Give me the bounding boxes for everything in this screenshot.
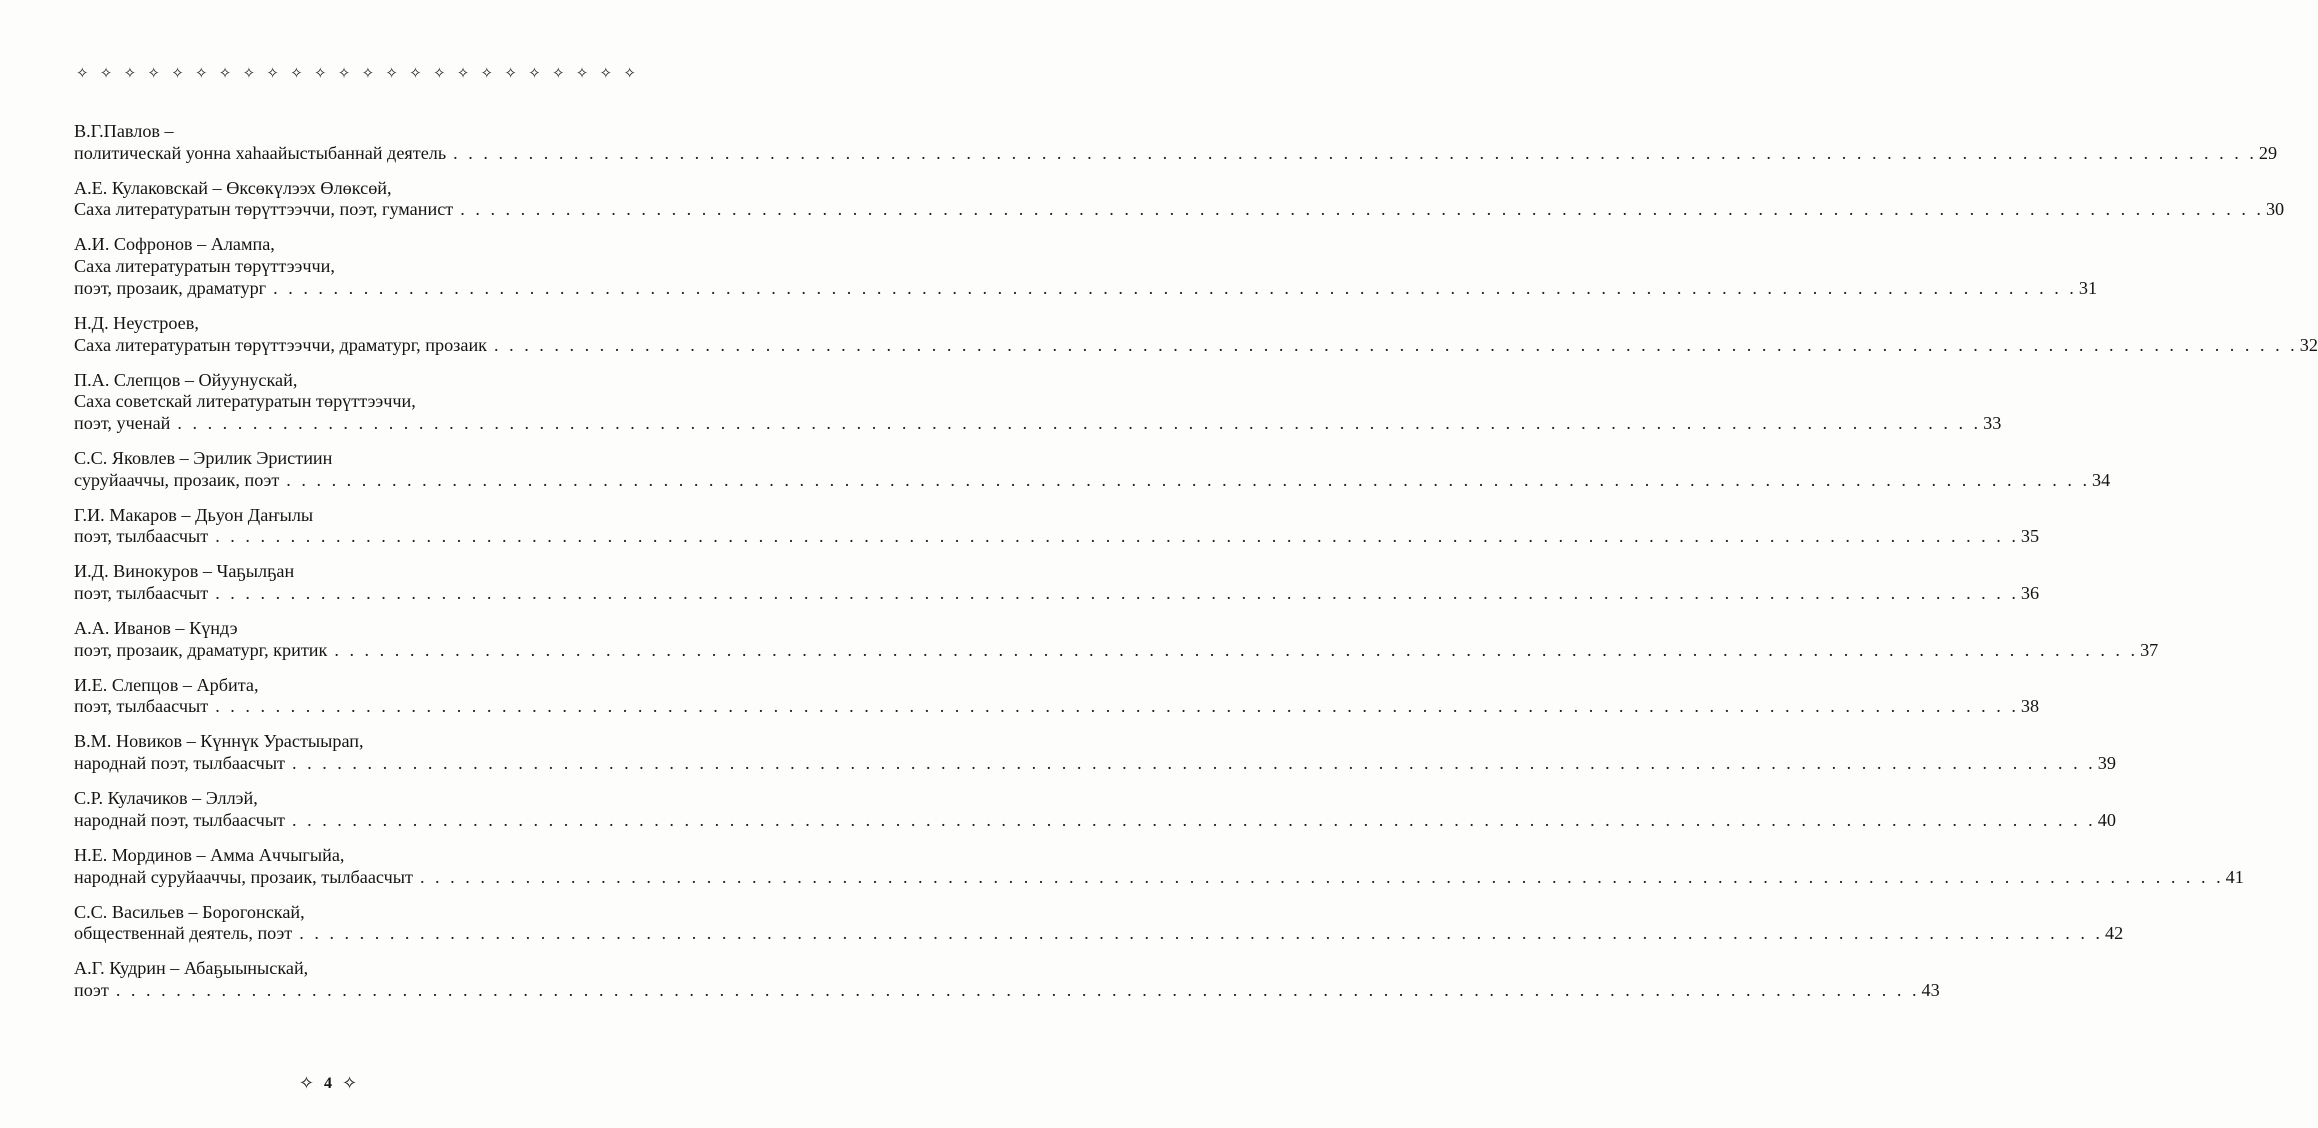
toc-entry[interactable] xyxy=(74,369,2002,435)
dot-leader: . . . . . . . . . . . . . . . . . . . . . . . . . . . . . . . . . . . . . . . . . . . . . . . . . . . . . . . . . . . . . . . . . . . . . . . . . . . . . . . . . . . . . . . . . . . . . . . . . . . . . . . . . . . . . . . . . . . . . . . . xyxy=(215,526,2019,547)
dot-leader: . . . . . . . . . . . . . . . . . . . . . . . . . . . . . . . . . . . . . . . . . . . . . . . . . . . . . . . . . . . . . . . . . . . . . . . . . . . . . . . . . . . . . . . . . . . . . . . . . . . . . . . . . . . . . . . . . . . . . . . . xyxy=(177,412,1982,433)
table-of-contents xyxy=(74,121,2318,1015)
toc-entry-name: И.Е. Слепцов – Арбита, xyxy=(74,674,259,695)
toc-entry-description xyxy=(74,866,2244,889)
ornament-diamond-icon: ✧ xyxy=(551,66,565,82)
ornament-diamond-icon: ✧ xyxy=(599,66,613,82)
ornament-diamond-icon: ✧ xyxy=(528,66,541,82)
toc-page-number[interactable]: 40 xyxy=(2097,809,2116,830)
toc-page-number[interactable]: 29 xyxy=(2258,142,2278,163)
toc-entry[interactable] xyxy=(74,731,2116,774)
toc-entry-description xyxy=(74,199,2285,221)
toc-entry-name: С.Р. Кулачиков – Эллэй, xyxy=(74,788,258,809)
ornament-diamond-icon: ✧ xyxy=(218,66,232,82)
page-number: 4 xyxy=(324,1074,332,1092)
toc-entry[interactable] xyxy=(74,901,2124,945)
toc-entry-description-text: поэт xyxy=(74,979,109,1000)
toc-entry-name: С.С. Яковлев – Эрилик Эристиин xyxy=(74,447,333,468)
ornament-border xyxy=(76,62,636,86)
ornament-diamond-icon: ✧ xyxy=(409,66,422,82)
dot-leader: . . . . . . . . . . . . . . . . . . . . . . . . . . . . . . . . . . . . . . . . . . . . . . . . . . . . . . . . . . . . . . . . . . . . . . . . . . . . . . . . . . . . . . . . . . . . . . . . . . . . . . . . . . . . . . . . . . . . . . . . xyxy=(215,583,2019,604)
toc-entry-name: П.А. Слепцов – Ойуунускай, xyxy=(74,369,298,390)
dot-leader: . . . . . . . . . . . . . . . . . . . . . . . . . . . . . . . . . . . . . . . . . . . . . . . . . . . . . . . . . . . . . . . . . . . . . . . . . . . . . . . . . . . . . . . . . . . . . . . . . . . . . . . . . . . . . . . . . . . . . . . . xyxy=(460,199,2264,220)
toc-entry[interactable] xyxy=(74,312,2318,356)
dot-leader: . . . . . . . . . . . . . . . . . . . . . . . . . . . . . . . . . . . . . . . . . . . . . . . . . . . . . . . . . . . . . . . . . . . . . . . . . . . . . . . . . . . . . . . . . . . . . . . . . . . . . . . . . . . . . . . . . . . . . . . . xyxy=(494,334,2298,355)
toc-entry[interactable] xyxy=(74,788,2116,831)
toc-page-number[interactable]: 33 xyxy=(1983,412,2002,433)
ornament-diamond-icon: ✧ xyxy=(147,66,160,82)
toc-entry-description-text: поэт, тылбаасчыт xyxy=(74,526,209,547)
toc-entry-description-text: поэт, тылбаасчыт xyxy=(74,583,209,604)
toc-entry-description xyxy=(74,334,2318,357)
toc-page-number[interactable]: 36 xyxy=(2020,583,2040,604)
ornament-diamond-icon: ✧ xyxy=(480,66,494,82)
toc-entry[interactable] xyxy=(74,234,2098,299)
page-footer xyxy=(0,1073,656,1094)
toc-entry-description-text: общественнай деятель, поэт xyxy=(74,923,293,944)
toc-entry-description-text: Саха литературатын төрүттээччи, драматург, прозаик xyxy=(74,334,488,355)
toc-entry-description-text: поэт, тылбаасчыт xyxy=(74,696,209,717)
ornament-diamond-icon: ✧ xyxy=(337,66,351,82)
toc-entry-name: А.А. Иванов – Күндэ xyxy=(74,618,238,639)
toc-entry-name: Н.Д. Неустроев, xyxy=(74,312,199,333)
ornament-diamond-icon: ✧ xyxy=(99,66,113,82)
dot-leader: . . . . . . . . . . . . . . . . . . . . . . . . . . . . . . . . . . . . . . . . . . . . . . . . . . . . . . . . . . . . . . . . . . . . . . . . . . . . . . . . . . . . . . . . . . . . . . . . . . . . . . . . . . . . . . . . . . . . . . . . xyxy=(286,469,2090,490)
toc-entry-description-text: суруйааччы, прозаик, поэт xyxy=(74,469,280,490)
toc-entry-name: И.Д. Винокуров – Чаҕылҕан xyxy=(74,561,295,582)
toc-entry-description xyxy=(74,753,2116,775)
ornament-diamond-icon: ✧ xyxy=(123,66,137,82)
toc-entry[interactable] xyxy=(74,121,2278,164)
toc-entry-description-text: народнай поэт, тылбаасчыт xyxy=(74,753,286,774)
toc-entry-name: В.Г.Павлов – xyxy=(74,121,174,141)
ornament-diamond-icon: ✧ xyxy=(266,66,279,82)
toc-entry-description xyxy=(74,583,2040,605)
toc-entry[interactable] xyxy=(74,618,2159,661)
toc-entry-description-text: народнай суруйааччы, прозаик, тылбаасчыт xyxy=(74,866,413,887)
toc-entry[interactable] xyxy=(74,504,2040,548)
toc-entry[interactable] xyxy=(74,674,2040,718)
toc-entry-description xyxy=(74,923,2124,945)
toc-entry-description xyxy=(74,277,2098,300)
toc-page-number[interactable]: 41 xyxy=(2225,866,2244,887)
toc-entry-description xyxy=(74,412,2002,435)
ornament-diamond-icon: ✧ xyxy=(76,66,89,82)
toc-entry[interactable] xyxy=(74,958,1940,1001)
toc-page-number[interactable]: 34 xyxy=(2091,469,2111,490)
toc-entry-name: Г.И. Макаров – Дьуон Даҥылы xyxy=(74,504,314,525)
ornament-diamond-icon: ✧ xyxy=(342,1073,358,1093)
dot-leader: . . . . . . . . . . . . . . . . . . . . . . . . . . . . . . . . . . . . . . . . . . . . . . . . . . . . . . . . . . . . . . . . . . . . . . . . . . . . . . . . . . . . . . . . . . . . . . . . . . . . . . . . . . . . . . . . . . . . . . . . xyxy=(292,753,2096,774)
ornament-diamond-icon: ✧ xyxy=(504,66,517,82)
ornament-diamond-icon: ✧ xyxy=(290,66,303,82)
toc-entry-subtitle: Саха советскай литературатын төрүттээччи, xyxy=(74,391,416,412)
toc-entry-description xyxy=(74,809,2116,832)
ornament-diamond-icon: ✧ xyxy=(456,66,470,82)
ornament-diamond-icon: ✧ xyxy=(361,66,375,82)
dot-leader: . . . . . . . . . . . . . . . . . . . . . . . . . . . . . . . . . . . . . . . . . . . . . . . . . . . . . . . . . . . . . . . . . . . . . . . . . . . . . . . . . . . . . . . . . . . . . . . . . . . . . . . . . . . . . . . . . . . . . . . . xyxy=(453,142,2257,163)
ornament-diamond-icon: ✧ xyxy=(298,1073,314,1093)
toc-page-number[interactable]: 32 xyxy=(2299,334,2318,355)
ornament-diamond-icon: ✧ xyxy=(623,66,636,82)
toc-entry-description xyxy=(74,696,2040,718)
ornament-diamond-icon: ✧ xyxy=(313,66,327,82)
toc-entry[interactable] xyxy=(74,844,2244,888)
toc-page-number[interactable]: 39 xyxy=(2097,753,2116,774)
toc-page-number[interactable]: 35 xyxy=(2020,526,2040,547)
dot-leader: . . . . . . . . . . . . . . . . . . . . . . . . . . . . . . . . . . . . . . . . . . . . . . . . . . . . . . . . . . . . . . . . . . . . . . . . . . . . . . . . . . . . . . . . . . . . . . . . . . . . . . . . . . . . . . . . . . . . . . . . xyxy=(215,696,2019,717)
toc-entry-description-text: политическай уонна хаһаайыстыбаннай деятель xyxy=(74,142,447,163)
dot-leader: . . . . . . . . . . . . . . . . . . . . . . . . . . . . . . . . . . . . . . . . . . . . . . . . . . . . . . . . . . . . . . . . . . . . . . . . . . . . . . . . . . . . . . . . . . . . . . . . . . . . . . . . . . . . . . . . . . . . . . . . xyxy=(419,866,2224,887)
toc-entry-description-text: поэт, прозаик, драматург xyxy=(74,277,267,298)
ornament-diamond-icon: ✧ xyxy=(171,66,184,82)
ornament-diamond-icon: ✧ xyxy=(385,66,398,82)
toc-page-number[interactable]: 42 xyxy=(2104,923,2124,944)
toc-entry-name: А.Е. Кулаковскай – Өксөкүлээх Өлөксөй, xyxy=(74,177,392,198)
toc-page-number[interactable]: 37 xyxy=(2140,639,2159,660)
dot-leader: . . . . . . . . . . . . . . . . . . . . . . . . . . . . . . . . . . . . . . . . . . . . . . . . . . . . . . . . . . . . . . . . . . . . . . . . . . . . . . . . . . . . . . . . . . . . . . . . . . . . . . . . . . . . . . . . . . . . . . . . xyxy=(299,923,2103,944)
toc-entry[interactable] xyxy=(74,177,2285,221)
toc-entry-name: А.Г. Кудрин – Абаҕыыныскай, xyxy=(74,958,309,979)
toc-entry-name: А.И. Софронов – Алампа, xyxy=(74,234,275,255)
toc-entry-name: Н.Е. Мординов – Амма Аччыгыйа, xyxy=(74,844,345,865)
toc-entry-description xyxy=(74,142,2278,165)
toc-entry-description-text: поэт, прозаик, драматург, критик xyxy=(74,639,328,660)
dot-leader: . . . . . . . . . . . . . . . . . . . . . . . . . . . . . . . . . . . . . . . . . . . . . . . . . . . . . . . . . . . . . . . . . . . . . . . . . . . . . . . . . . . . . . . . . . . . . . . . . . . . . . . . . . . . . . . . . . . . . . . . xyxy=(292,809,2096,830)
toc-entry-subtitle: Саха литературатын төрүттээччи, xyxy=(74,256,335,277)
ornament-diamond-icon: ✧ xyxy=(194,66,208,82)
toc-entry-description xyxy=(74,469,2111,492)
toc-entry-description xyxy=(74,526,2040,548)
toc-page-number[interactable]: 43 xyxy=(1921,979,1940,1000)
dot-leader: . . . . . . . . . . . . . . . . . . . . . . . . . . . . . . . . . . . . . . . . . . . . . . . . . . . . . . . . . . . . . . . . . . . . . . . . . . . . . . . . . . . . . . . . . . . . . . . . . . . . . . . . . . . . . . . . . . . . . . . . xyxy=(115,979,1920,1000)
ornament-diamond-icon: ✧ xyxy=(242,66,256,82)
toc-entry-description-text: народнай поэт, тылбаасчыт xyxy=(74,809,286,830)
toc-entry-description-text: Саха литературатын төрүттээччи, поэт, гуманист xyxy=(74,199,454,220)
toc-entry-description-text: поэт, ученай xyxy=(74,412,171,433)
toc-entry-name: С.С. Васильев – Борогонскай, xyxy=(74,901,305,922)
toc-entry-description xyxy=(74,979,1940,1002)
toc-page-number[interactable]: 38 xyxy=(2020,696,2040,717)
toc-entry[interactable] xyxy=(74,447,2111,491)
toc-entry-name: В.М. Новиков – Күннүк Урастыырап, xyxy=(74,731,364,752)
dot-leader: . . . . . . . . . . . . . . . . . . . . . . . . . . . . . . . . . . . . . . . . . . . . . . . . . . . . . . . . . . . . . . . . . . . . . . . . . . . . . . . . . . . . . . . . . . . . . . . . . . . . . . . . . . . . . . . . . . . . . . . . xyxy=(334,639,2139,660)
toc-page-number[interactable]: 30 xyxy=(2265,199,2285,220)
toc-entry[interactable] xyxy=(74,561,2040,604)
toc-page-number[interactable]: 31 xyxy=(2078,277,2098,298)
toc-entry-description xyxy=(74,639,2159,662)
ornament-diamond-icon: ✧ xyxy=(432,66,446,82)
ornament-diamond-icon: ✧ xyxy=(575,66,589,82)
dot-leader: . . . . . . . . . . . . . . . . . . . . . . . . . . . . . . . . . . . . . . . . . . . . . . . . . . . . . . . . . . . . . . . . . . . . . . . . . . . . . . . . . . . . . . . . . . . . . . . . . . . . . . . . . . . . . . . . . . . . . . . . xyxy=(273,277,2077,298)
